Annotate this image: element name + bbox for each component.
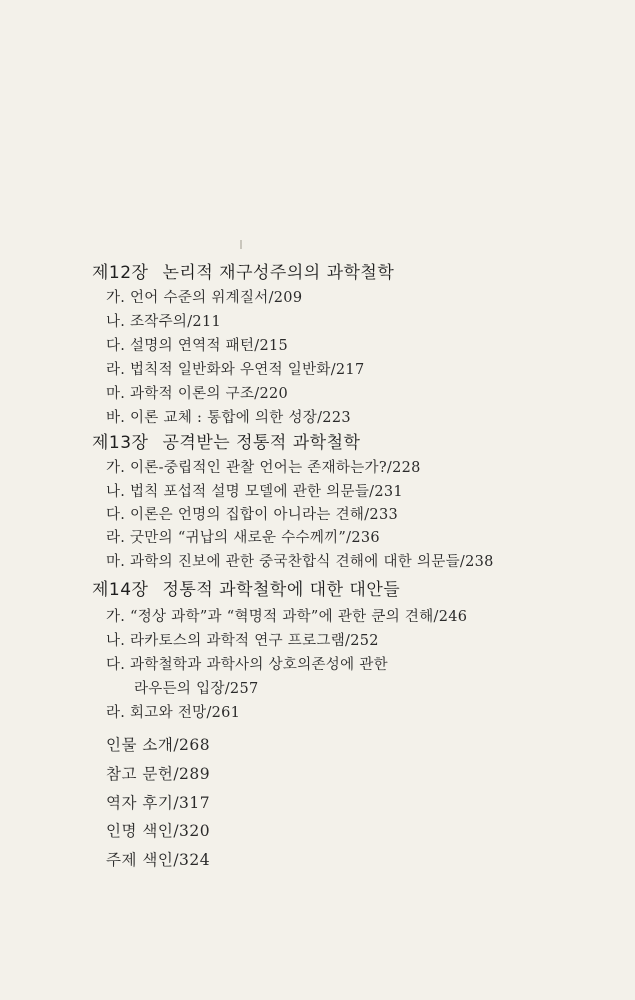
toc-entry [106,503,398,524]
back-matter-entry: 인명 색인/320 [106,822,211,840]
entry-text: 이론은 언명의 집합이 아니라는 견해/233 [130,507,399,523]
toc-entry [106,310,221,331]
entry-marker: 가. [106,460,126,476]
entry-text: 과학철학과 과학사의 상호의존성에 관한 [130,657,388,673]
chapter-heading [92,258,394,283]
entry-text: 라우든의 입장/257 [134,681,259,697]
chapter-title: 공격받는 정통적 과학철학 [162,433,361,453]
entry-marker: 다. [106,507,126,523]
entry-text: 법칙 포섭적 설명 모델에 관한 의문들/231 [130,484,403,500]
paper-fleck [240,240,242,249]
back-matter-entry: 인물 소개/268 [106,736,211,754]
chapter-number: 제12장 [92,263,149,283]
entry-text: “정상 과학”과 “혁명적 과학”에 관한 쿤의 견해/246 [130,609,468,625]
entry-marker: 바. [106,410,126,426]
toc-entry [106,456,421,477]
entry-text: 굿만의 “귀납의 새로운 수수께끼”/236 [130,530,380,546]
back-matter-entry: 주제 색인/324 [106,851,211,869]
entry-marker: 다. [106,657,126,673]
toc-entry-continuation [134,677,259,698]
chapter-title: 정통적 과학철학에 대한 대안들 [162,580,401,600]
chapter-number: 제14장 [92,580,149,600]
entry-text: 조작주의/211 [130,314,221,330]
entry-text: 설명의 연역적 패턴/215 [130,338,289,354]
entry-text: 법칙적 일반화와 우연적 일반화/217 [130,362,365,378]
entry-marker: 마. [106,386,126,402]
toc-entry [106,286,302,307]
entry-marker: 나. [106,633,126,649]
back-matter-entry: 참고 문헌/289 [106,765,211,783]
entry-marker: 라. [106,362,126,378]
entry-marker: 가. [106,290,126,306]
entry-marker: 가. [106,609,126,625]
entry-text: 이론 교체 : 통합에 의한 성장/223 [130,410,351,426]
toc-entry [106,334,288,355]
toc-entry [106,526,380,547]
entry-marker: 라. [106,530,126,546]
entry-text: 라카토스의 과학적 연구 프로그램/252 [130,633,379,649]
toc-entry [106,382,288,403]
entry-marker: 라. [106,705,126,721]
toc-entry [106,358,364,379]
chapter-heading [92,428,360,453]
entry-text: 과학적 이론의 구조/220 [130,386,289,402]
entry-text: 언어 수준의 위계질서/209 [130,290,303,306]
toc-entry [106,550,494,571]
toc-entry [106,629,379,650]
toc-entry [106,605,467,626]
entry-text: 이론-중립적인 관찰 언어는 존재하는가?/228 [130,460,421,476]
chapter-title: 논리적 재구성주의의 과학철학 [162,263,395,283]
chapter-number: 제13장 [92,433,149,453]
entry-marker: 나. [106,314,126,330]
entry-text: 회고와 전망/261 [130,705,241,721]
entry-marker: 마. [106,554,126,570]
entry-marker: 나. [106,484,126,500]
entry-marker: 다. [106,338,126,354]
back-matter-entry: 역자 후기/317 [106,794,211,812]
entry-text: 과학의 진보에 관한 중국찬합식 견해에 대한 의문들/238 [130,554,494,570]
toc-entry [106,701,240,722]
toc-entry [106,406,351,427]
toc-entry [106,480,403,501]
chapter-heading [92,575,400,600]
toc-entry [106,653,388,674]
